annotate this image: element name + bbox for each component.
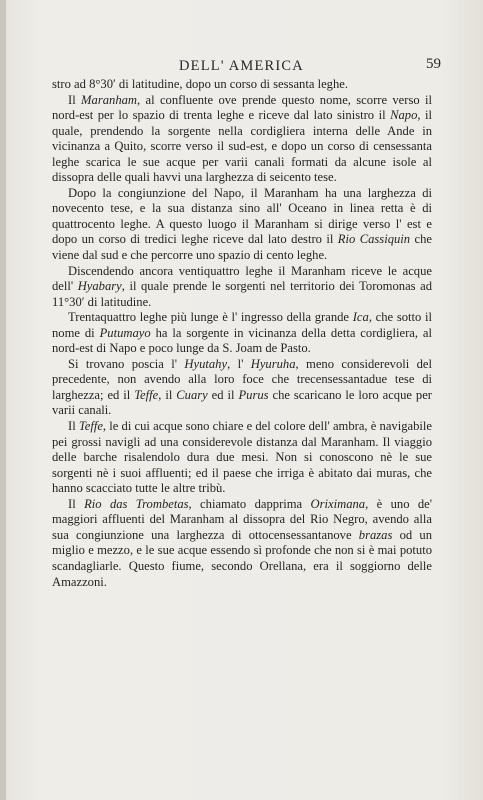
italic-term: Hyutahy	[184, 356, 228, 371]
italic-term: Hyabary	[77, 279, 122, 294]
text-run: , il quale prende le sorgenti nel territorio dei Toromonas ad 11°30′ di latitudine.	[52, 279, 432, 309]
text-run: stro ad 8°30′ di latitudine, dopo un corso di sessanta leghe.	[52, 77, 348, 91]
italic-term: Napo	[390, 108, 418, 123]
text-run: , è uno de' maggiori affluenti del Maranham al dissopra del Rio Negro, avendo alla sua congiunzione una larghezza di ottocensessantanove	[52, 496, 433, 542]
text-run: Trentaquattro leghe più lunge è l' ingresso della grande	[68, 310, 353, 325]
italic-term: Oriximana	[310, 496, 366, 511]
text-run: , meno considerevoli del precedente, non avendo alla loro foce che trecensessantadue tese di larghezza; ed il	[52, 356, 433, 402]
page-number: 59	[426, 56, 441, 72]
text-run: che scaricano le loro acque per varii canali.	[52, 387, 432, 418]
text-run: Dopo la congiunzione del Napo, il Maranham ha una larghezza di novecento tese, e la sua distanza sino all' Oceano in linea retta è di quattrocento leghe. A questo luogo il Maranham si dirige verso l' est e dopo un corso di tredici leghe riceve dal lato destro il	[52, 185, 432, 247]
text-run: ed il	[207, 387, 239, 402]
running-head: DELL' AMERICA	[179, 58, 304, 74]
text-run: Il	[68, 496, 85, 511]
page-header	[0, 56, 483, 78]
paragraph-p5	[52, 310, 432, 357]
text-run: , chiamato dapprima	[188, 496, 311, 511]
text-run: , l'	[227, 356, 251, 371]
body-text	[52, 77, 432, 590]
text-run: Il	[68, 419, 79, 434]
italic-term: Rio Cassiquin	[337, 232, 411, 247]
italic-term: Teffe	[78, 419, 103, 434]
paragraph-p1	[52, 77, 432, 93]
text-run: , che sotto il nome di	[52, 310, 432, 340]
paragraph-p3	[52, 186, 432, 264]
text-run: Si trovano poscia l'	[68, 356, 185, 371]
text-run: ha la sorgente in vicinanza della detta cordigliera, al nord-est di Napo e poco lunge da S. Joam de Pasto.	[52, 325, 432, 356]
italic-term: Cuary	[176, 387, 208, 402]
italic-term: Teffe	[134, 387, 159, 402]
italic-term: brazas	[358, 527, 393, 542]
paragraph-p7	[52, 419, 432, 497]
italic-term: Putumayo	[99, 325, 151, 340]
text-run: od un miglio e mezzo, e le sue acque essendo sì profonde che non si è mai potuto scandagliarle. Questo fiume, secondo Orellana, era il soggiorno delle Amazzoni.	[52, 527, 433, 589]
text-run: , il	[158, 387, 177, 402]
text-run: , il quale, prendendo la sorgente nella cordigliera interna delle Ande in vicinanza a Quito, scorre verso il sud-est, e dopo un corso di censessanta leghe scarica le sue acque per varii canali formati da alcune isole al dissopra delle quali havvi una larghezza di seicento tese.	[52, 108, 433, 185]
text-run: , le di cui acque sono chiare e del colore dell' ambra, è navigabile pei grossi navigli ad una considerevole distanza dal Maranham. Il viaggio delle barche risalendolo dura due mesi. Non si conoscono nè le sue sorgenti nè i suoi affluenti; ed il paese che irriga è abitato dai muras, che hanno scacciato tutte le altre tribù.	[52, 419, 433, 496]
paragraph-p2	[52, 93, 432, 186]
text-run: , al confluente ove prende questo nome, scorre verso il nord-est per lo spazio di trenta leghe e riceve dal lato sinistro il	[52, 92, 433, 123]
italic-term: Ica	[352, 310, 369, 325]
paragraph-p6	[52, 357, 432, 419]
paragraph-p4	[52, 264, 432, 311]
text-run: Il	[68, 92, 82, 107]
paragraph-p8	[52, 497, 432, 590]
italic-term: Hyuruha	[250, 356, 296, 371]
page-gutter-shadow	[0, 0, 6, 800]
text-run: Discendendo ancora ventiquattro leghe il Maranham riceve le acque dell'	[52, 263, 432, 294]
italic-term: Rio das Trombetas	[84, 496, 189, 511]
italic-term: Purus	[238, 387, 269, 402]
text-run: che viene dal sud e che percorre uno spazio di cento leghe.	[52, 232, 433, 263]
italic-term: Maranham	[81, 92, 138, 107]
